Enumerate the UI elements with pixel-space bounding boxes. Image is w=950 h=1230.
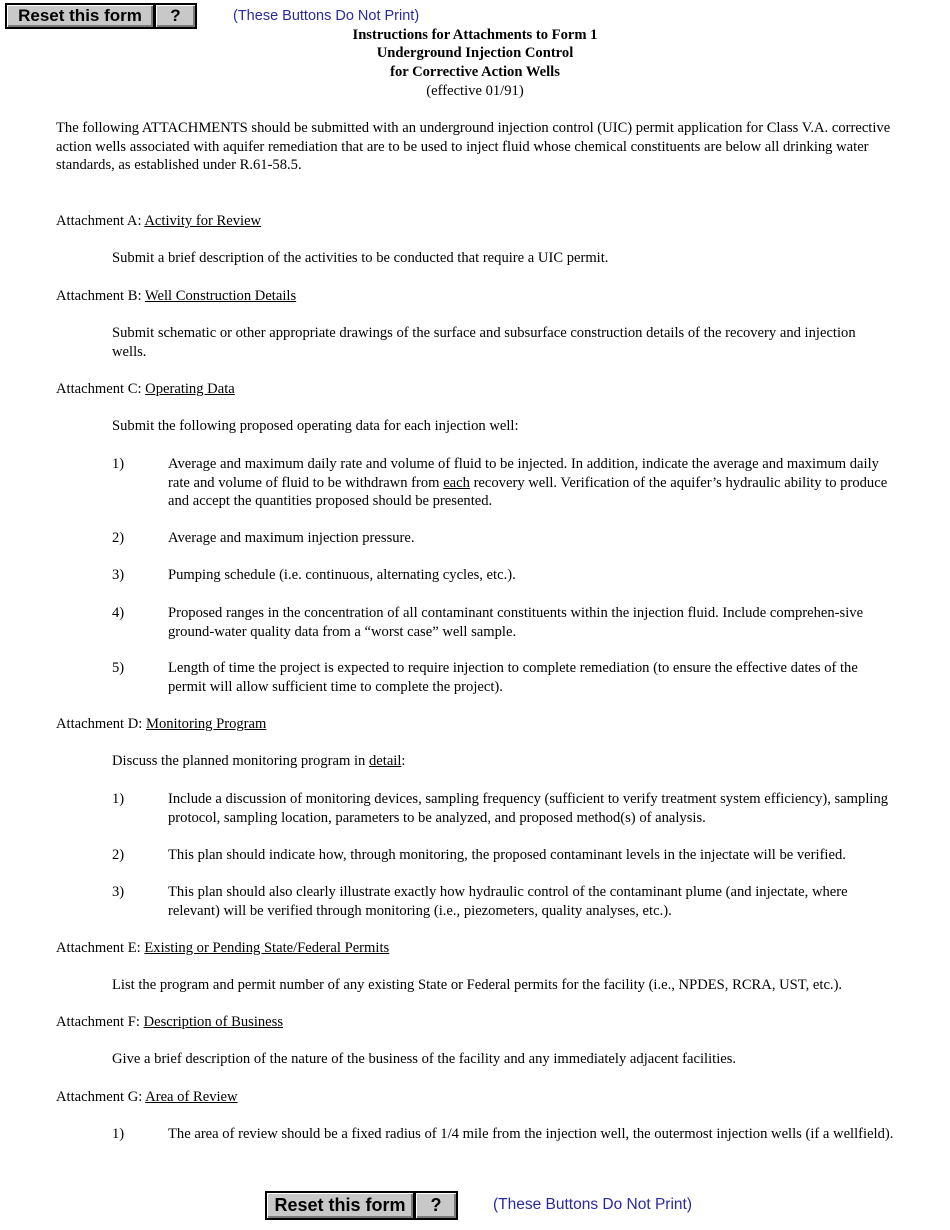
attachment-e-heading — [56, 939, 389, 958]
attachment-e-prefix: Attachment E: — [56, 940, 145, 956]
help-button-bottom[interactable]: ? — [414, 1191, 458, 1220]
reset-form-button-bottom[interactable]: Reset this form — [265, 1191, 415, 1220]
attachment-d-item-2-text: This plan should indicate how, through monitoring, the proposed contaminant levels in the injectate will be verified. — [168, 847, 846, 863]
attachment-f-heading — [56, 1013, 283, 1032]
attachment-c-item-3-number: 3) — [112, 567, 125, 583]
attachment-g-item-1-text: The area of review should be a fixed radius of 1/4 mile from the injection well, the outermost injection wells (if a wellfield). — [168, 1126, 894, 1142]
attachment-f-text: Give a brief description of the nature of the business of the facility and any immediately adjacent facilities. — [112, 1051, 737, 1067]
attachment-a-text: Submit a brief description of the activities to be conducted that require a UIC permit. — [112, 250, 609, 266]
attachment-g-heading — [56, 1088, 238, 1107]
attachment-d-prefix: Attachment D: — [56, 716, 146, 732]
attachment-c-item-1-number: 1) — [112, 456, 125, 472]
attachment-b-title: Well Construction Details — [144, 288, 297, 304]
attachment-c-item-4-text: Proposed ranges in the concentration of all contaminant constituents within the injection fluid. Include comprehen-sive ground-water quality data from a “worst case” well sample. — [168, 605, 864, 640]
attachment-d-item-3-number: 3) — [112, 884, 125, 900]
attachment-c-item-4-number: 4) — [112, 605, 125, 621]
help-button-top[interactable]: ? — [154, 3, 197, 29]
attachment-a-prefix: Attachment A: — [56, 213, 145, 229]
attachment-c-heading — [56, 380, 235, 399]
attachment-d-item-1-number: 1) — [112, 791, 125, 807]
attachment-d-title: Monitoring Program — [145, 716, 267, 732]
attachment-c-item-5-text: Length of time the project is expected to require injection to complete remediation (to ensure the effective dates of the permit will allow sufficient time to complete the project). — [168, 660, 858, 695]
attachment-c-text: Submit the following proposed operating data for each injection well: — [112, 418, 519, 434]
attachment-b-prefix: Attachment B: — [56, 288, 145, 304]
no-print-note-bottom: (These Buttons Do Not Print) — [493, 1196, 692, 1213]
emphasis-each: each — [443, 474, 470, 491]
no-print-note-top: (These Buttons Do Not Print) — [233, 8, 420, 24]
attachment-c-prefix: Attachment C: — [56, 381, 146, 397]
attachment-a-heading — [56, 212, 261, 231]
attachment-d-heading — [56, 715, 266, 734]
document-title-line-3: for Corrective Action Wells — [390, 64, 560, 80]
attachment-e-title: Existing or Pending State/Federal Permits — [144, 940, 390, 956]
attachment-f-prefix: Attachment F: — [56, 1014, 144, 1030]
attachment-f-title: Description of Business — [143, 1014, 284, 1030]
attachment-e-text: List the program and permit number of any existing State or Federal permits for the facility (i.e., NPDES, RCRA, UST, etc.). — [112, 977, 843, 993]
attachment-g-prefix: Attachment G: — [56, 1089, 146, 1105]
attachment-g-title: Area of Review — [145, 1089, 238, 1105]
attachment-d-item-1-text: Include a discussion of monitoring devices, sampling frequency (sufficient to verify treatment system efficiency), sampling protocol, sampling location, parameters to be analyzed, and proposed method(s) of analysis. — [168, 791, 889, 826]
intro-paragraph: The following ATTACHMENTS should be submitted with an underground injection control (UIC) permit application for Class V.A. corrective action wells associated with aquifer remediation that are to be used to inject fluid whose chemical constituents are below all drinking water standards, as established under R.61-58.5. — [56, 120, 891, 174]
attachment-d-text: Discuss the planned monitoring program in detail: — [112, 753, 406, 769]
attachment-d-item-2-number: 2) — [112, 847, 125, 863]
attachment-c-item-3-text: Pumping schedule (i.e. continuous, alternating cycles, etc.). — [168, 567, 516, 583]
attachment-g-item-1-number: 1) — [112, 1126, 125, 1142]
attachment-d-item-3-text: This plan should also clearly illustrate exactly how hydraulic control of the contaminant plume (and injectate, where relevant) will be verified through monitoring (i.e., piezometers, quality analyses, etc.). — [168, 884, 848, 919]
attachment-b-text: Submit schematic or other appropriate drawings of the surface and subsurface construction details of the recovery and injection wells. — [112, 325, 856, 360]
effective-date: (effective 01/91) — [426, 83, 524, 99]
attachment-b-heading — [56, 287, 296, 306]
attachment-c-item-2-number: 2) — [112, 530, 125, 546]
emphasis-detail: detail — [368, 753, 402, 769]
attachment-c-item-1-text: Average and maximum daily rate and volume of fluid to be injected. In addition, indicate the average and maximum daily rate and volume of fluid to be withdrawn from each recovery well. Verification of the aquifer’s hydraulic ability to produce and accept the quantities proposed should be presented. — [168, 456, 888, 510]
attachment-a-title: Activity for Review — [144, 213, 262, 229]
attachment-c-item-2-text: Average and maximum injection pressure. — [168, 530, 415, 546]
attachment-c-title: Operating Data — [145, 381, 235, 397]
reset-form-button-top[interactable]: Reset this form — [5, 3, 155, 29]
document-title-line-1: Instructions for Attachments to Form 1 — [352, 27, 598, 43]
document-title-line-2: Underground Injection Control — [376, 45, 574, 61]
attachment-c-item-5-number: 5) — [112, 660, 125, 676]
